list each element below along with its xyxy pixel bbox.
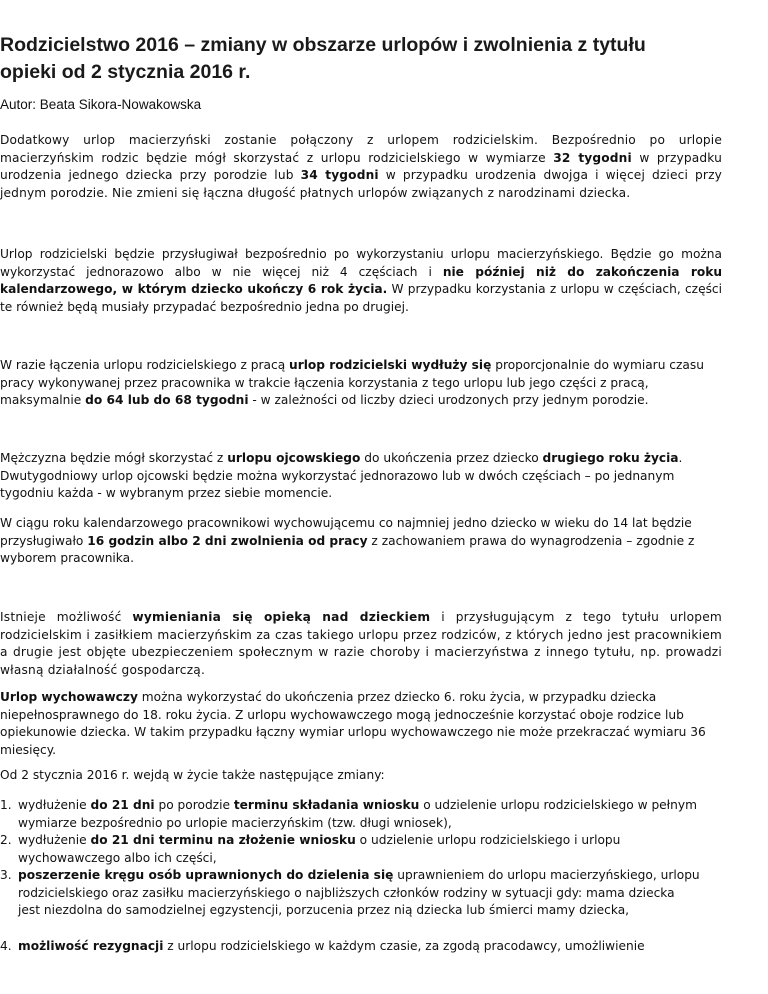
- text-run: Urlop rodzicielski będzie przysługiwał bezpośrednio po wykorzystaniu urlopu macierzyńskiego. Będzie go można wykorzystać jednorazowo albo w nie więcej niż 4 częściach i: [0, 247, 722, 279]
- text-run: Mężczyzna będzie mógł skorzystać z: [0, 451, 228, 465]
- text-run: Istnieje możliwość: [0, 610, 133, 624]
- text-run: po porodzie: [154, 798, 234, 812]
- author-line: Autor: Beata Sikora-Nowakowska: [0, 97, 202, 112]
- list-item: [0, 832, 700, 867]
- text-run: w przypadku urodzenia dwojga i więcej dzieci przy jednym porodzie. Nie zmieni się łączna długość płatnych urlopów związanych z narodzinami dziecka.: [0, 168, 722, 201]
- list-item: [0, 938, 700, 956]
- text-run: o udzielenie urlopu rodzicielskiego w pełnym wymiarze bezpośrednio po urlopie macierzyńskim (tzw. długi wniosek),: [18, 798, 697, 830]
- bold-text: nie później niż do zakończenia roku kalendarzowego, w którym dziecko ukończy 6 rok życia.: [0, 264, 722, 297]
- bold-text: 34 tygodni: [300, 168, 379, 183]
- bold-text: 16 godzin albo 2 dni zwolnienia od pracy: [87, 533, 368, 548]
- paragraph-care-exchange: [0, 609, 722, 680]
- bold-text: do 64 lub do 68 tygodni: [85, 393, 249, 408]
- list-number: 3.: [0, 868, 12, 882]
- text-run: W ciągu roku kalendarzowego pracownikowi wychowującemu co najmniej jedno dziecko w wieku do 14 lat będzie przysługiwało: [0, 516, 692, 548]
- bold-text: do 21 dni terminu na złożenie wniosku: [90, 833, 356, 847]
- paragraph-changes-intro: [0, 767, 722, 785]
- bold-text: możliwość rezygnacji: [18, 939, 164, 953]
- text-run: z urlopu rodzicielskiego w każdym czasie, za zgodą pracodawcy, umożliwienie: [163, 939, 645, 953]
- bold-text: terminu składania wniosku: [233, 798, 420, 812]
- bold-text: Urlop wychowawczy: [0, 690, 138, 704]
- list-item: [0, 867, 700, 920]
- bold-text: urlop rodzicielski wydłuży się: [289, 358, 492, 372]
- list-number: 2.: [0, 833, 12, 847]
- list-number: 1.: [0, 798, 12, 812]
- paragraph-leave-with-work: [0, 357, 722, 410]
- bold-text: urlopu ojcowskiego: [227, 451, 361, 465]
- paragraph-maternity-leave: [0, 132, 722, 203]
- text-run: można wykorzystać do ukończenia przez dziecko 6. roku życia, w przypadku dziecka niepełnosprawnego do 18. roku życia. Z urlopu wychowawczego mogą jednocześnie korzystać oboje rodzice lub opiekunowie dziecka. W takim przypadku łączny wymiar urlopu wychowawczego nie może przekraczać wymiaru 36 miesięcy.: [0, 690, 706, 758]
- text-run: wydłużenie: [18, 798, 91, 812]
- list-item: [0, 797, 700, 832]
- paragraph-parental-leave: [0, 246, 722, 317]
- text-run: W przypadku korzystania z urlopu w częściach, części te również będą musiały przypadać bezpośrednio jedna po drugiej.: [0, 282, 723, 315]
- paragraph-childcare-release: [0, 515, 722, 568]
- text-run: Dodatkowy urlop macierzyński zostanie połączony z urlopem rodzicielskim. Bezpośrednio po urlopie macierzyńskim rodzic będzie mógł skorzystać z urlopu rodzicielskiego w wymiarze: [0, 133, 722, 165]
- text-run: uprawnieniem do urlopu macierzyńskiego, urlopu rodzicielskiego oraz zasiłku macierzyńskiego o najbliższych członków rodziny w sytuacji gdy: mama dziecka jest niezdolna do samodzielnej egzystencji, porzucenia przez nią dziecka lub śmierci mamy dziecka,: [18, 868, 700, 918]
- text-run: Od 2 stycznia 2016 r. wejdą w życie także następujące zmiany:: [0, 768, 385, 782]
- text-run: . Dwutygodniowy urlop ojcowski będzie można wykorzystać jednorazowo lub w dwóch częściach – po jednanym tygodniu każda - w wybranym przez siebie momencie.: [0, 451, 683, 501]
- text-run: W razie łączenia urlopu rodzicielskiego z pracą: [0, 358, 290, 372]
- bold-text: 32 tygodni: [553, 150, 632, 165]
- paragraph-paternity-leave: [0, 450, 722, 503]
- bold-text: wymieniania się opieką nad dzieckiem: [132, 610, 431, 624]
- bold-text: drugiego roku życia: [542, 451, 679, 465]
- paragraph-childcare-leave: [0, 689, 722, 760]
- document-title: Rodzicielstwo 2016 – zmiany w obszarze urlopów i zwolnienia z tytułu opieki od 2 stycznia 2016 r.: [0, 34, 646, 83]
- text-run: o udzielenie urlopu rodzicielskiego i urlopu wychowawczego albo ich części,: [18, 833, 621, 865]
- text-run: do ukończenia przez dziecko: [360, 451, 543, 465]
- text-run: wydłużenie: [18, 833, 91, 847]
- text-run: - w zależności od liczby dzieci urodzonych przy jednym porodzie.: [248, 393, 649, 408]
- bold-text: poszerzenie kręgu osób uprawnionych do dzielenia się: [18, 868, 394, 882]
- list-number: 4.: [0, 939, 12, 953]
- text-run: w przypadku urodzenia jednego dziecka przy porodzie lub: [0, 150, 722, 183]
- text-run: i przysługującym z tego tytułu urlopem rodzicielskim i zasiłkiem macierzyńskim za czas takiego urlopu przez rodziców, z których jedno jest pracownikiem a drugie jest objęte ubezpieczeniem społecznym w razie choroby i macierzyństwa z innego tytułu, np. prowadzi własną działalność gospodarczą.: [0, 610, 722, 678]
- text-run: proporcjonalnie do wymiaru czasu pracy wykonywanej przez pracownika w trakcie łączenia korzystania z tego urlopu lub jego części z pracą, maksymalnie: [0, 358, 704, 408]
- text-run: z zachowaniem prawa do wynagrodzenia – zgodnie z wyborem pracownika.: [0, 533, 695, 566]
- bold-text: do 21 dni: [90, 798, 155, 812]
